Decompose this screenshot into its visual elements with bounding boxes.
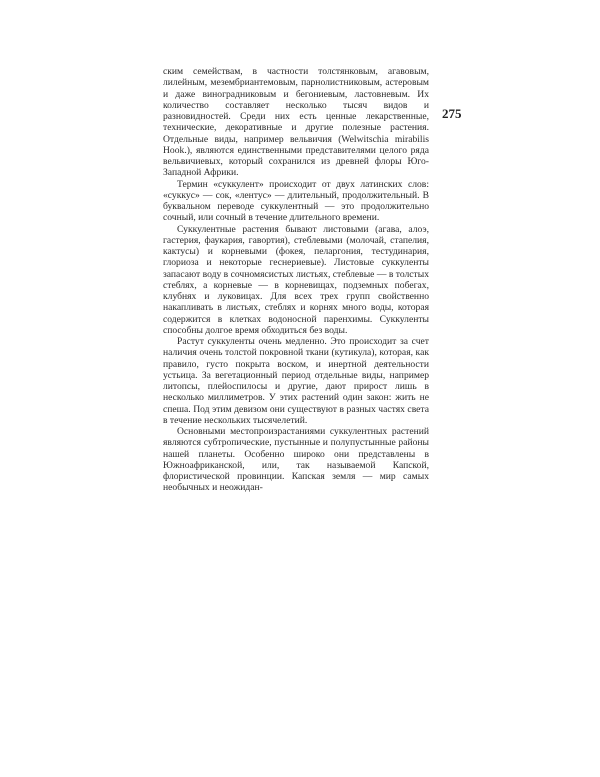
paragraph-continuation: ским семействам, в частности толстянковым, агавовым, лилейным, мезембриантемовым, парнолистниковым, астеровым и даже виноградниковым и бегониевым, ластовневым. Их количество составляет несколько тысяч видов и разновидностей. Среди них есть ценные лекарственные, технические, декоративные и другие полезные растения. Отдельные виды, например вельвичия (Welwitschia mirabilis Hook.), являются единственными представителями целого ряда вельвичиевых, который сохранился из древней флоры Юго-Западной Африки. [163,66,429,179]
paragraph-habitats: Основными местопроизрастаниями суккулентных растений являются субтропические, пустынные и полупустынные районы нашей планеты. Особенно широко они представлены в Южноафриканской, или, так называемой Капской, флористической провинции. Капская земля — мир самых необычных и неожидан- [163,426,429,494]
paragraph-succulent-types: Суккулентные растения бывают листовыми (агава, алоэ, гастерия, фаукария, гавортия), стеблевыми (молочай, стапелия, кактусы) и корневыми (фокея, пеларгония, тестудинария, глориоза и некоторые геснериевые). Листовые суккуленты запасают воду в сочномясистых листьях, стеблевые — в толстых стеблях, а корневые — в корневищах, подземных побегах, клубнях и луковицах. Для всех трех групп свойственно накапливать в листьях, стеблях и корнях много воды, которая содержится в клетках водоносной паренхимы. Суккуленты способны долгое время обходиться без воды. [163,223,429,336]
body-text-column [163,66,429,494]
page-number: 275 [442,106,462,121]
paragraph-term-definition: Термин «суккулент» происходит от двух латинских слов: «суккус» — сок, «лентус» — длительный, продолжительный. В буквальном переводе суккулентный — это продолжительно сочный, или сочный в течение длительного времени. [163,178,429,224]
paragraph-growth: Растут суккуленты очень медленно. Это происходит за счет наличия очень толстой покровной ткани (кутикула), которая, как правило, густо покрыта воском, и инертной деятельности устьица. За вегетационный период отдельные виды, например литопсы, плейоспилосы и другие, дают прирост лишь в несколько миллиметров. У этих растений один закон: жить не спеша. Под этим девизом они существуют в разных частях света в течение нескольких тысячелетий. [163,336,429,426]
